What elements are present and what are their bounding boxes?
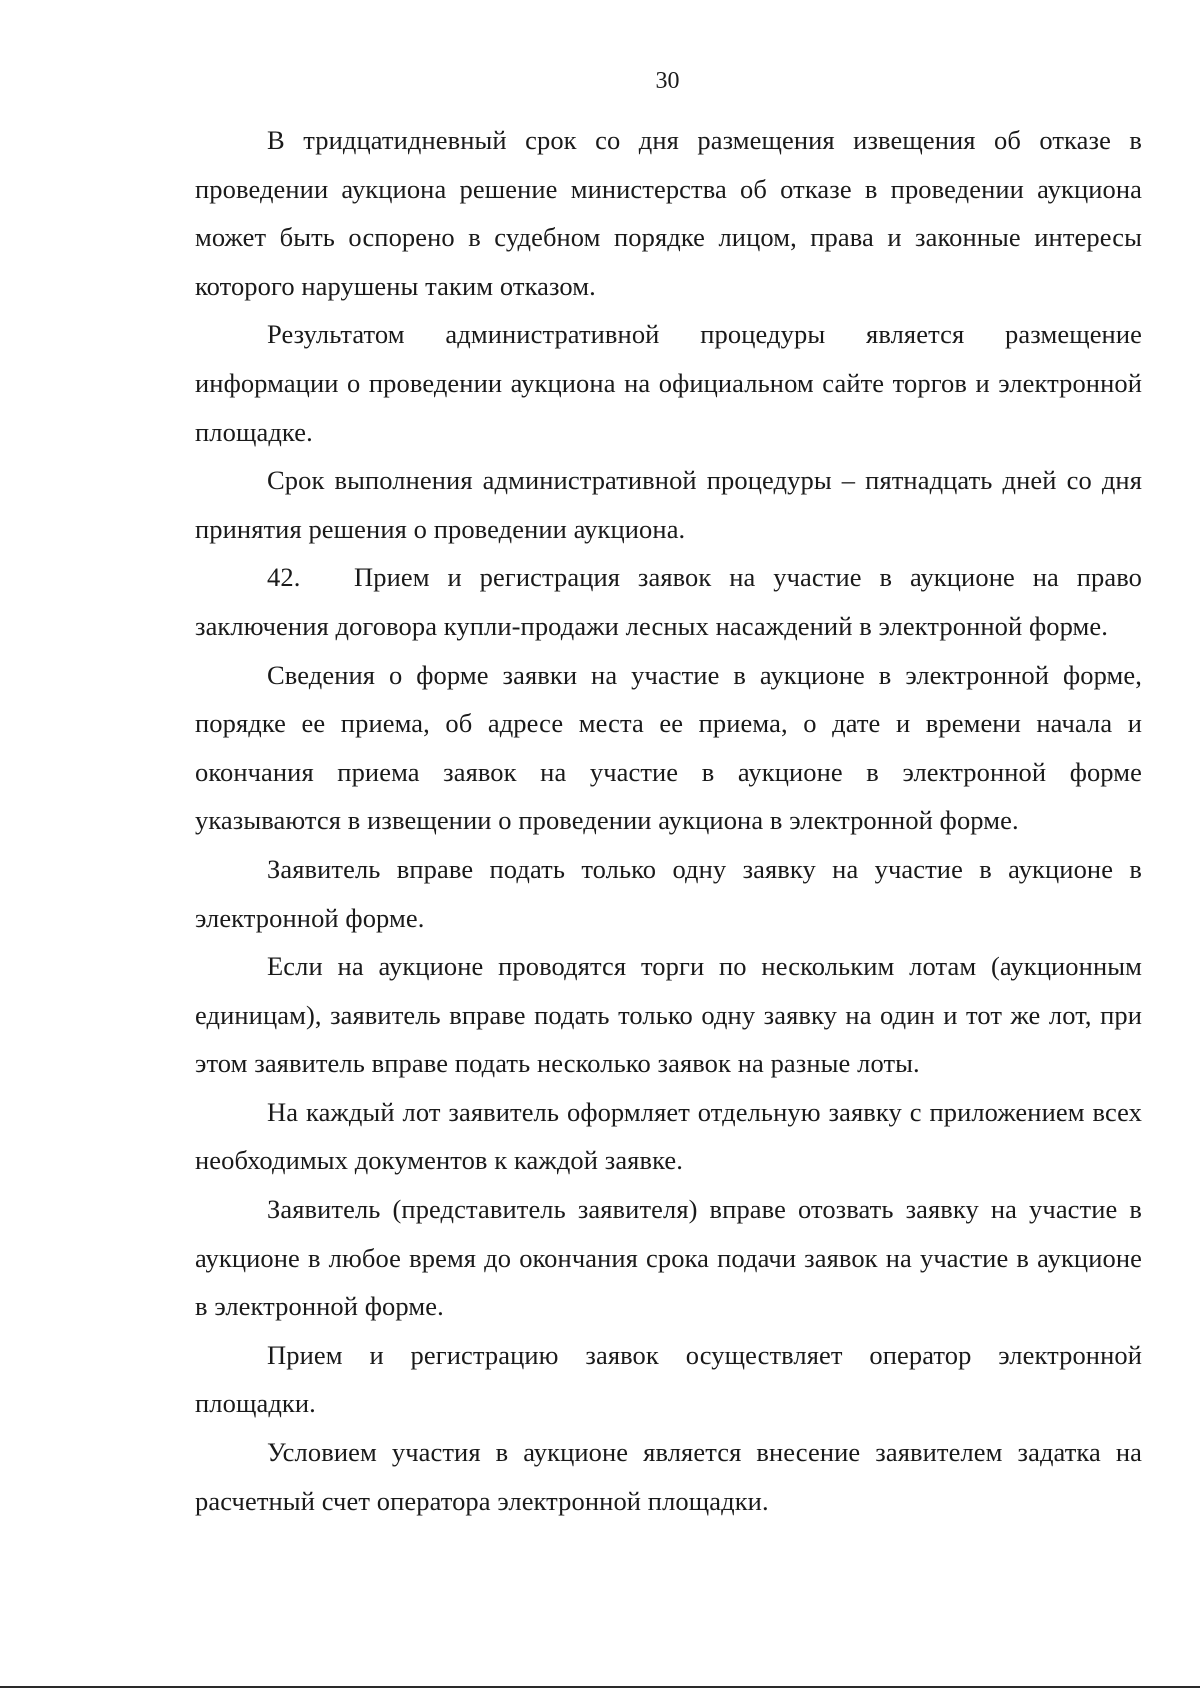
paragraph: В тридцатидневный срок со дня размещения извещения об отказе в проведении аукциона решение министерства об отказе в проведении аукциона может быть оспорено в судебном порядке лицом, права и законные интересы которого нарушены таким отказом.: [195, 125, 1142, 301]
paragraph: Если на аукционе проводятся торги по нескольким лотам (аукционным единицам), заявитель вправе подать только одну заявку на один и тот же лот, при этом заявитель вправе подать несколько заявок на разные лоты.: [195, 951, 1142, 1079]
paragraph: На каждый лот заявитель оформляет отдельную заявку с приложением всех необходимых документов к каждой заявке.: [195, 1096, 1142, 1176]
paragraph-numbered-42: 42. Прием и регистрация заявок на участие в аукционе на право заключения договора купли-продажи лесных насаждений в электронной форме.: [195, 562, 1149, 641]
paragraph: Срок выполнения административной процедуры – пятнадцать дней со дня принятия решения о проведении аукциона.: [195, 465, 1142, 544]
bottom-divider: [0, 1686, 1200, 1688]
paragraph: Заявитель вправе подать только одну заявку на участие в аукционе в электронной форме.: [195, 853, 1142, 933]
paragraph: Сведения о форме заявки на участие в аукционе в электронной форме, порядке ее приема, об адресе места ее приема, о дате и времени начала и окончания приема заявок на участие в аукционе в электронной форме указываются в извещении о проведении аукциона в электронной форме.: [195, 659, 1142, 836]
paragraph: Результатом административной процедуры является размещение информации о проведении аукциона на официальном сайте торгов и электронной площадке.: [195, 319, 1142, 447]
paragraph: Заявитель (представитель заявителя) вправе отозвать заявку на участие в аукционе в любое время до окончания срока подачи заявок на участие в аукционе в электронной форме.: [195, 1194, 1142, 1322]
page-number: 30: [655, 68, 680, 94]
paragraph: Прием и регистрацию заявок осуществляет оператор электронной площадки.: [195, 1339, 1142, 1419]
paragraph: Условием участия в аукционе является внесение заявителем задатка на расчетный счет оператора электронной площадки.: [195, 1437, 1142, 1516]
document-body: [195, 116, 1149, 1525]
